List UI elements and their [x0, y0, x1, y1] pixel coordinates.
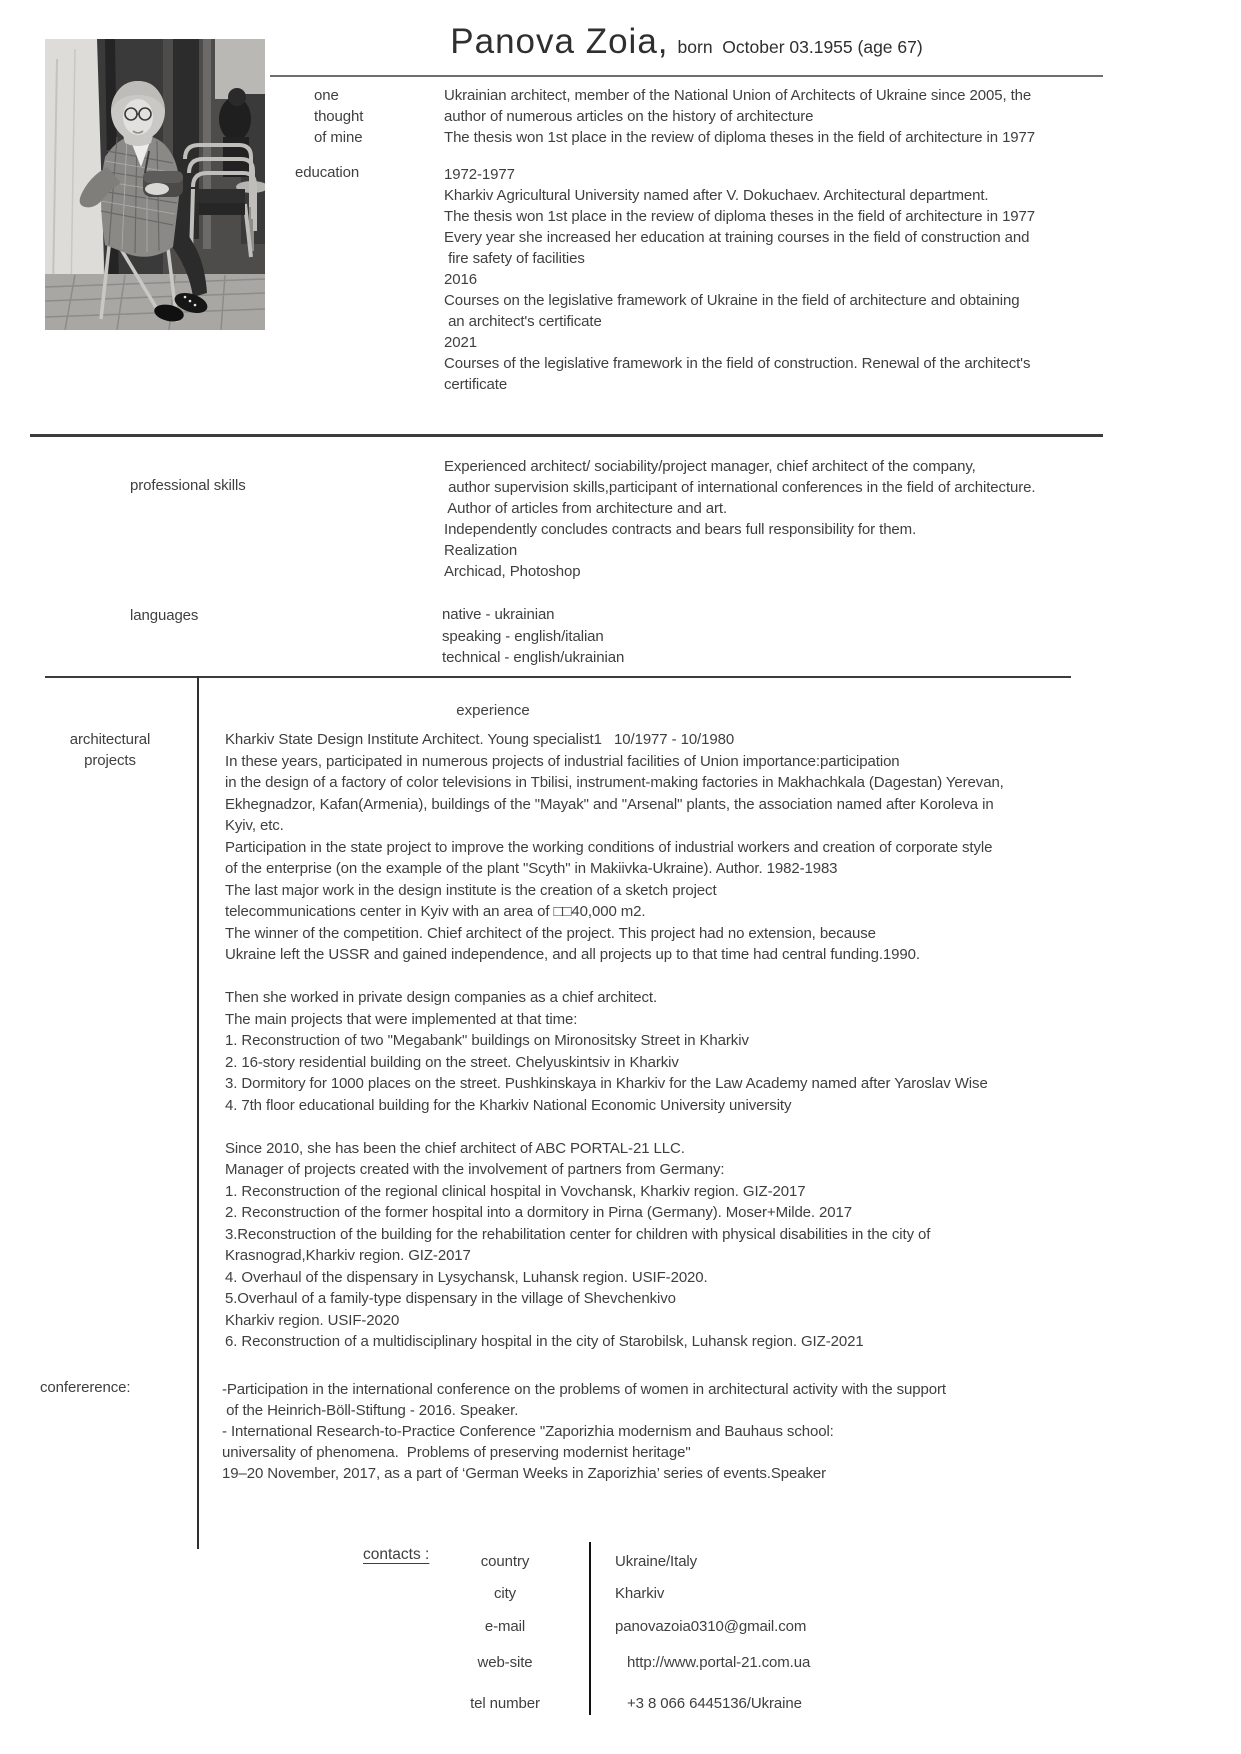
text-line: Then she worked in private design companies as a chief architect. — [225, 989, 658, 1006]
contact-row-city — [430, 1577, 930, 1609]
profile-photo — [45, 39, 265, 330]
text-line: The last major work in the design institute is the creation of a sketch project — [225, 881, 717, 899]
text-line: - International Research-to-Practice Conference "Zaporizhia modernism and Bauhaus school: — [222, 1423, 834, 1440]
text-line: Independently concludes contracts and bears full responsibility for them. — [444, 521, 917, 538]
section-label-architectural-projects — [40, 729, 180, 771]
text-line: 6. Reconstruction of a multidisciplinary hospital in the city of Starobilsk, Luhansk region. GIZ-2021 — [225, 1333, 864, 1350]
experience-text — [225, 729, 1004, 1353]
contact-row-website — [430, 1646, 930, 1678]
contact-row-telephone — [430, 1687, 930, 1719]
one-thought-text — [444, 85, 1035, 148]
contact-value-city: Kharkiv — [615, 1584, 665, 1602]
text-line: Author of articles from architecture and art. — [444, 500, 728, 517]
section-label-conference: confererence: — [40, 1379, 131, 1396]
person-name: Panova Zoia, — [450, 22, 669, 61]
text-line: telecommunications center in Kyiv with an area of □□40,000 m2. — [225, 903, 646, 920]
text-line: of the enterprise (on the example of the plant "Scyth" in Makiivka-Ukraine). Author. 1982-1983 — [225, 860, 838, 877]
contact-label-country: country — [480, 1552, 530, 1570]
contact-value-country: Ukraine/Italy — [615, 1552, 698, 1570]
section-label-professional-skills: professional skills — [130, 477, 246, 494]
text-line: Kharkiv Agricultural University named after V. Dokuchaev. Architectural department. — [444, 187, 989, 204]
contacts-table — [430, 1545, 930, 1719]
text-line: Ekhegnadzor, Kafan(Armenia), buildings of the "Mayak" and "Arsenal" plants, the association named after Koroleva in — [225, 795, 994, 813]
text-line: author of numerous articles on the history of architecture — [444, 108, 814, 125]
contact-row-email — [430, 1609, 930, 1643]
section-label-languages: languages — [130, 607, 199, 624]
text-line: fire safety of facilities — [444, 250, 585, 267]
text-line: 1972-1977 — [444, 166, 515, 183]
text-line: speaking - english/italian — [442, 627, 604, 645]
profile-photo-image — [45, 39, 265, 330]
text-line: author supervision skills,participant of international conferences in the field of architecture. — [444, 479, 1036, 496]
contact-label-email: e-mail — [484, 1617, 526, 1635]
text-line: Kharkiv region. USIF-2020 — [225, 1311, 400, 1329]
text-line: 2021 — [444, 334, 477, 351]
text-line: 5.Overhaul of a family-type dispensary in the village of Shevchenkivo — [225, 1290, 676, 1307]
text-line: Kyiv, etc. — [225, 817, 284, 834]
text-line: 4. 7th floor educational building for the Kharkiv National Economic University university — [225, 1096, 792, 1114]
education-text — [444, 164, 1035, 395]
contact-label-city: city — [493, 1584, 517, 1602]
text-line: in the design of a factory of color televisions in Tbilisi, instrument-making factories in Makhachkala (Dagestan) Yerevan, — [225, 774, 1004, 791]
text-line: The thesis won 1st place in the review of diploma theses in the field of architecture in 1977 — [444, 129, 1036, 146]
text-line: The thesis won 1st place in the review of diploma theses in the field of architecture in 1977 — [444, 208, 1036, 225]
text-line: Kharkiv State Design Institute Architect. Young specialist1 10/1977 - 10/1980 — [225, 731, 735, 748]
text-line: 3.Reconstruction of the building for the rehabilitation center for children with physical disabilities in the city of — [225, 1225, 931, 1243]
text-line: 2016 — [444, 271, 477, 288]
text-line: Since 2010, she has been the chief architect of ABC PORTAL-21 LLC. — [225, 1139, 685, 1157]
text-line: certificate — [444, 376, 508, 393]
text-line: 19–20 November, 2017, as a part of ‘German Weeks in Zaporizhia’ series of events.Speaker — [222, 1465, 827, 1482]
text-line: The main projects that were implemented at that time: — [225, 1010, 578, 1028]
text-line: of mine — [314, 129, 363, 146]
text-line: 4. Overhaul of the dispensary in Lysychansk, Luhansk region. USIF-2020. — [225, 1268, 708, 1286]
text-line: one — [314, 87, 339, 104]
contact-value-website: http://www.portal-21.com.ua — [627, 1653, 811, 1671]
section-label-contacts: contacts : — [363, 1546, 430, 1563]
contact-label-telephone: tel number — [470, 1694, 540, 1712]
text-line: native - ukrainian — [442, 606, 555, 623]
text-line: Archicad, Photoshop — [444, 563, 581, 580]
birth-info: born October 03.1955 (age 67) — [677, 37, 923, 57]
text-line — [225, 1116, 1004, 1138]
text-line: Every year she increased her education at training courses in the field of construction and — [444, 229, 1030, 246]
text-line: technical - english/ukrainian — [442, 649, 625, 666]
text-line: Ukrainian architect, member of the National Union of Architects of Ukraine since 2005, the — [444, 87, 1032, 104]
contact-row-country — [430, 1545, 930, 1577]
experience-heading: experience — [456, 702, 530, 719]
text-line: 2. Reconstruction of the former hospital into a dormitory in Pirna (Germany). Moser+Milde. 2017 — [225, 1204, 853, 1221]
text-line: Krasnograd,Kharkiv region. GIZ-2017 — [225, 1247, 471, 1264]
text-line: architectural — [69, 731, 151, 748]
text-line: Courses on the legislative framework of Ukraine in the field of architecture and obtaining — [444, 292, 1020, 309]
contact-value-email: panovazoia0310@gmail.com — [615, 1617, 807, 1635]
text-line: Ukraine left the USSR and gained independence, and all projects up to that time had central funding.1990. — [225, 946, 920, 963]
page-title — [270, 22, 1103, 62]
text-line: Realization — [444, 542, 518, 559]
text-line: 1. Reconstruction of the regional clinical hospital in Vovchansk, Kharkiv region. GIZ-2017 — [225, 1182, 806, 1200]
text-line: In these years, participated in numerous projects of industrial facilities of Union importance:participation — [225, 752, 900, 770]
text-line: an architect's certificate — [444, 313, 602, 330]
text-line: -Participation in the international conference on the problems of women in architectural activity with the support — [222, 1381, 946, 1398]
text-line: 1. Reconstruction of two "Megabank" buildings on Mironositsky Street in Kharkiv — [225, 1032, 749, 1049]
text-line: 3. Dormitory for 1000 places on the street. Pushkinskaya in Kharkiv for the Law Academy named after Yaroslav Wise — [225, 1075, 988, 1092]
contact-label-website: web-site — [477, 1653, 533, 1671]
text-line: Manager of projects created with the involvement of partners from Germany: — [225, 1161, 725, 1178]
title-divider — [270, 75, 1103, 77]
languages-text — [442, 604, 624, 669]
text-line: of the Heinrich-Böll-Stiftung - 2016. Speaker. — [222, 1402, 519, 1419]
professional-skills-text — [444, 456, 1035, 582]
experience-vertical-divider — [197, 676, 199, 1549]
text-line: Courses of the legislative framework in the field of construction. Renewal of the architect's — [444, 355, 1031, 372]
section-label-education: education — [295, 164, 360, 181]
conference-text — [222, 1379, 946, 1484]
text-line: projects — [84, 752, 136, 769]
text-line — [225, 966, 1004, 988]
section-label-one-thought — [314, 85, 363, 148]
text-line: Experienced architect/ sociability/project manager, chief architect of the company, — [444, 458, 976, 475]
text-line: thought — [314, 108, 364, 125]
text-line: The winner of the competition. Chief architect of the project. This project had no extension, because — [225, 924, 876, 942]
contact-value-telephone: +3 8 066 6445136/Ukraine — [627, 1694, 802, 1712]
section-divider-skills — [30, 434, 1103, 437]
text-line: universality of phenomena. Problems of preserving modernist heritage" — [222, 1444, 691, 1461]
text-line: Participation in the state project to improve the working conditions of industrial workers and creation of corporate style — [225, 838, 993, 856]
text-line: 2. 16-story residential building on the street. Chelyuskintsiv in Kharkiv — [225, 1053, 679, 1071]
